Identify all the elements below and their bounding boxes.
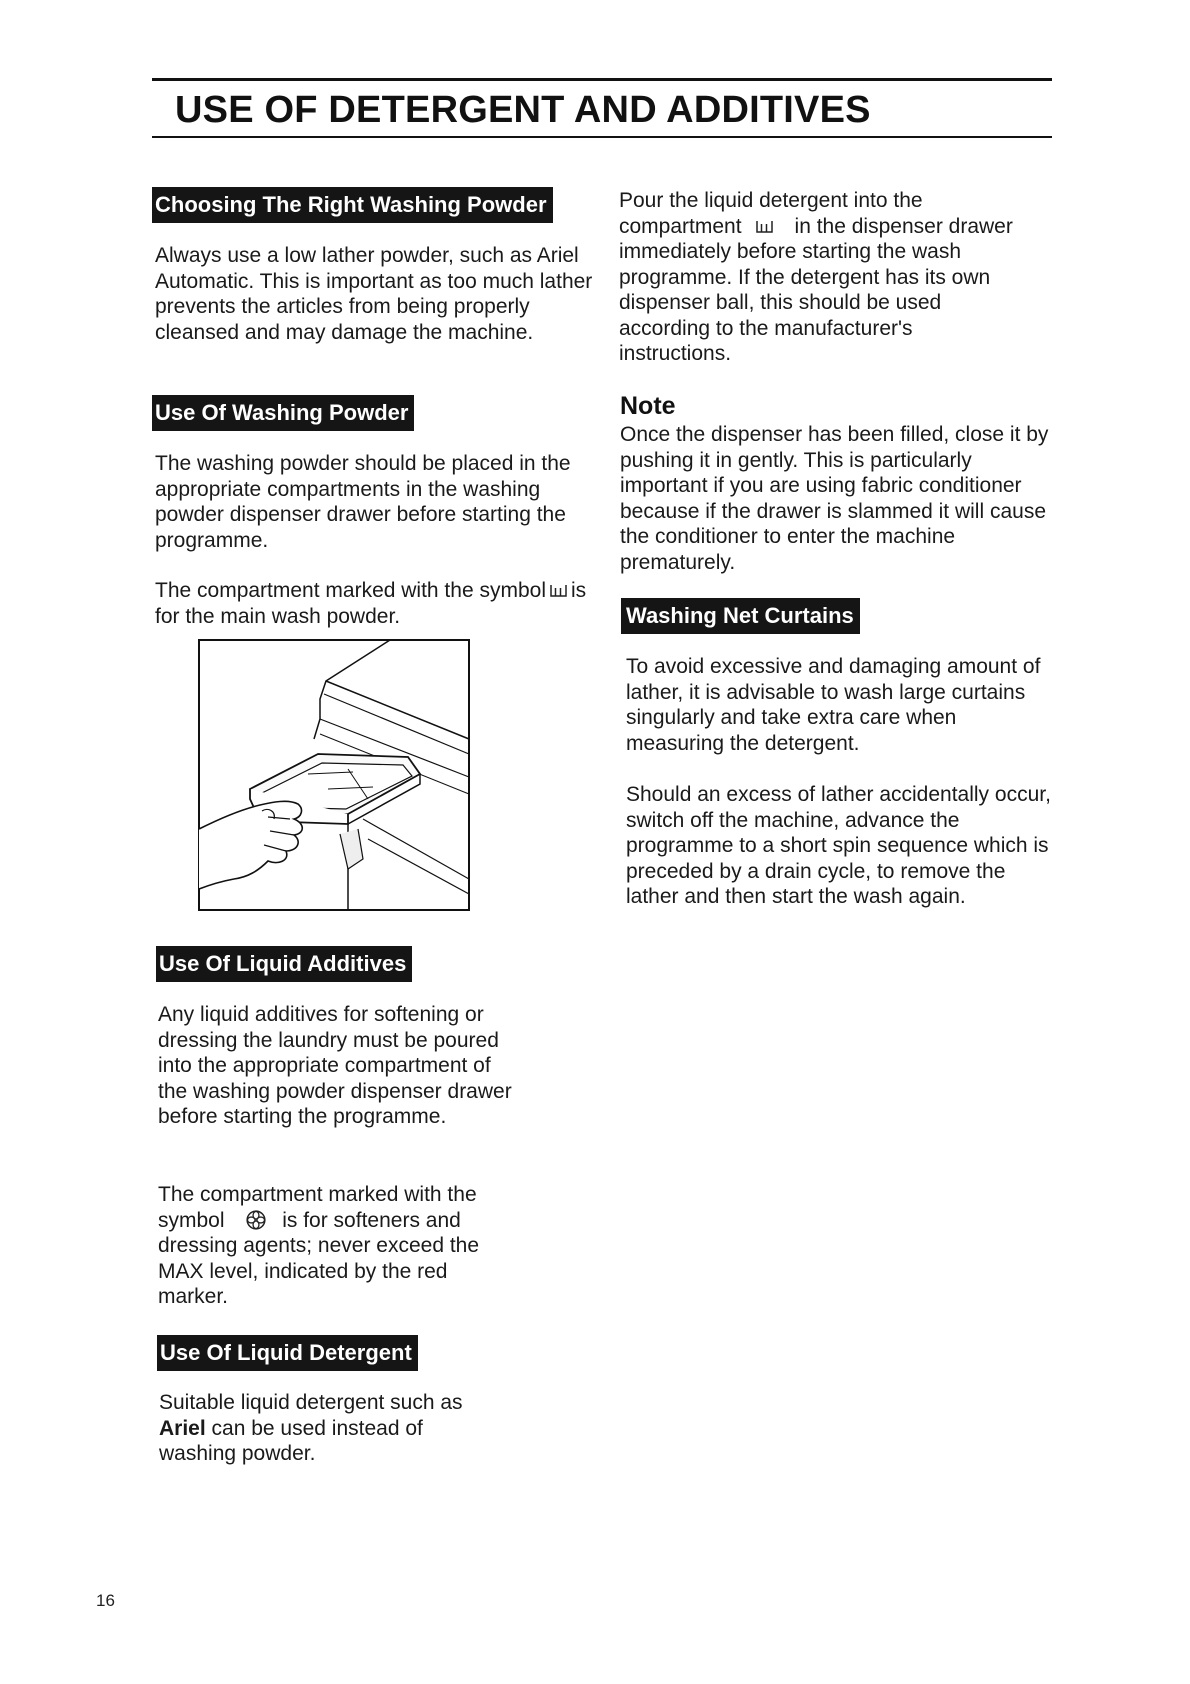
note-heading: Note [620, 392, 676, 420]
heading-choosing-powder: Choosing The Right Washing Powder [152, 187, 553, 223]
liquid-detergent-text-b: can be used instead of washing powder. [159, 1416, 423, 1465]
heading-liquid-additives: Use Of Liquid Additives [156, 946, 412, 982]
brand-name: Ariel [159, 1416, 206, 1440]
main-wash-symbol-icon [756, 219, 773, 234]
page-title: USE OF DETERGENT AND ADDITIVES [175, 89, 871, 131]
heading-liquid-detergent: Use Of Liquid Detergent [157, 1335, 418, 1371]
softener-text-a: The compartment marked with the symbol [158, 1183, 477, 1232]
main-wash-symbol-icon [550, 583, 567, 598]
paragraph-pour-liquid [619, 188, 1019, 367]
softener-flower-icon [246, 1210, 266, 1230]
paragraph-main-wash-symbol [155, 578, 595, 629]
paragraph-net-curtains: To avoid excessive and damaging amount of lather, it is advisable to wash large curtains singularly and take extra care when measuring the detergent. [626, 655, 1041, 755]
paragraph-softener-symbol [158, 1182, 508, 1310]
paragraph-excess-lather: Should an excess of lather accidentally occur, switch off the machine, advance the programme to a short spin sequence which is preceded by a drain cycle, to remove the lather and then start the wash again. [626, 783, 1051, 908]
main-wash-text-a: The compartment marked with the symbol [155, 579, 546, 602]
paragraph-washing-powder: The washing powder should be placed in the appropriate compartments in the washing powder dispenser drawer before starting the programme. [155, 452, 571, 552]
pour-text-a: Pour the liquid detergent into the compartment [619, 189, 923, 238]
dispenser-drawer-illustration [198, 639, 470, 911]
heading-use-of-washing-powder: Use Of Washing Powder [152, 395, 414, 431]
paragraph-liquid-additives: Any liquid additives for softening or dressing the laundry must be poured into the appropriate compartment of the washing powder dispenser drawer before starting the programme. [158, 1003, 512, 1128]
liquid-detergent-text-a: Suitable liquid detergent such as [159, 1391, 463, 1414]
pour-text-b: in the dispenser drawer immediately before starting the wash programme. If the detergent has its own dispenser ball, this should be used according to the manufacturer's instructions. [619, 214, 1013, 365]
main-wash-text-b: is for the main wash powder. [155, 579, 587, 628]
page-number: 16 [96, 1591, 115, 1610]
title-underline [152, 136, 1052, 138]
heading-washing-net-curtains: Washing Net Curtains [621, 598, 860, 634]
top-rule [152, 78, 1052, 81]
paragraph-liquid-detergent [159, 1390, 489, 1467]
note-paragraph: Once the dispenser has been filled, close it by pushing it in gently. This is particularly important if you are using fabric conditioner because if the drawer is slammed it will cause the conditioner to enter the machine prematurely. [620, 423, 1049, 574]
softener-text-b: is for softeners and dressing agents; never exceed the MAX level, indicated by the red marker. [158, 1208, 480, 1308]
paragraph-choosing-powder: Always use a low lather powder, such as Ariel Automatic. This is important as too much lather prevents the articles from being properly cleansed and may damage the machine. [155, 244, 593, 344]
